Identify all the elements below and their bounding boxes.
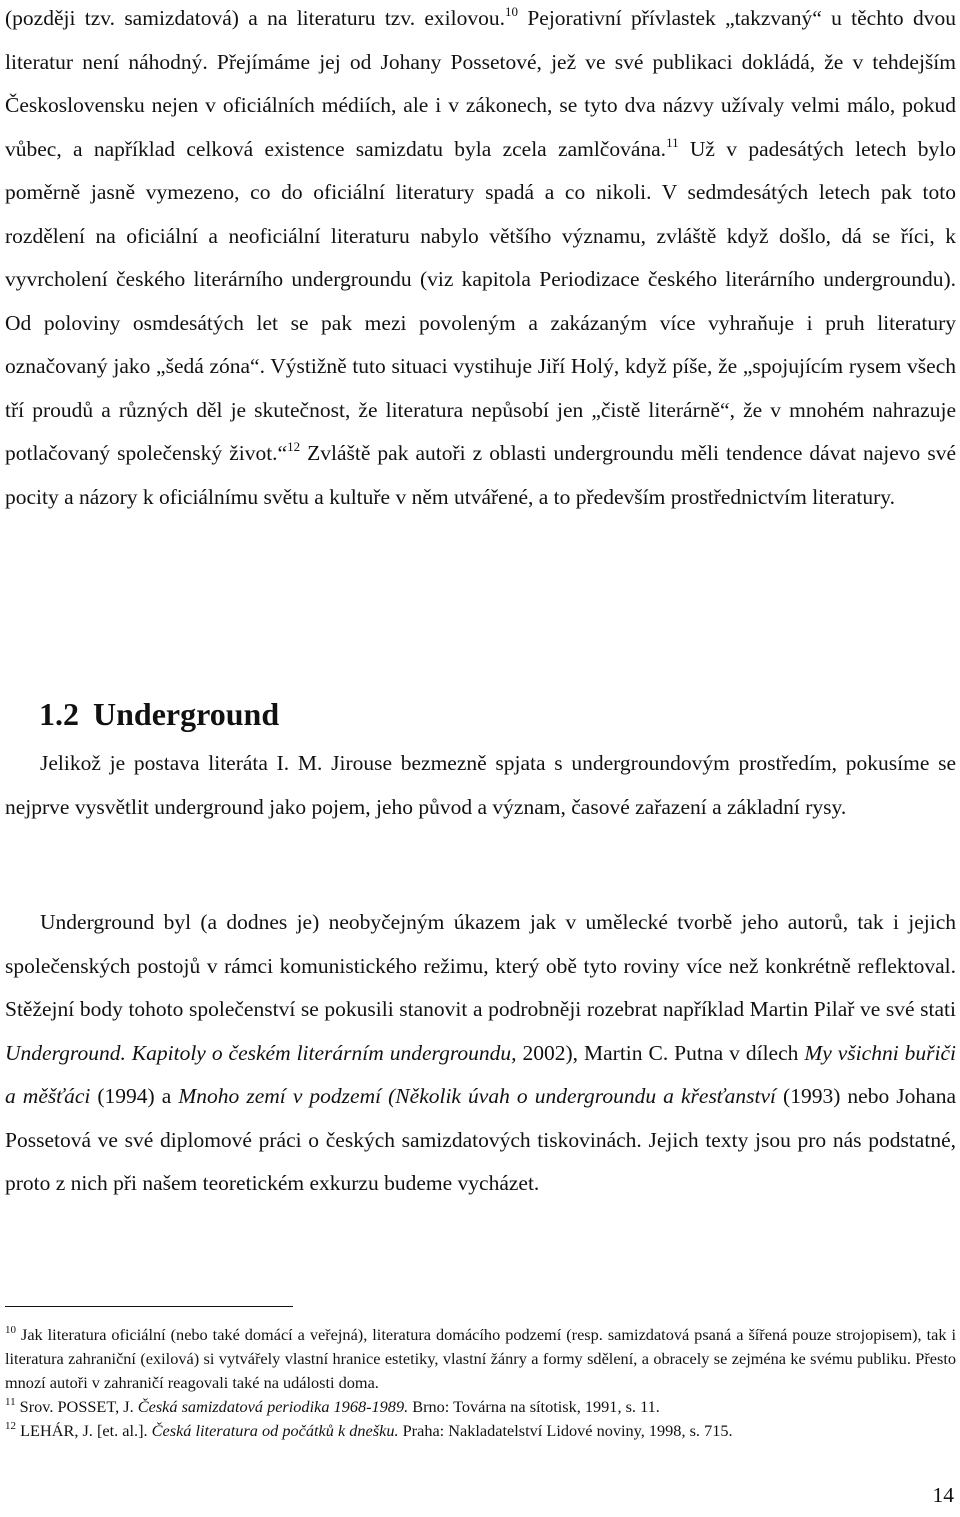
section-number: 1.2: [39, 696, 79, 732]
footnote-10: [5, 1323, 956, 1395]
paragraph-intro-text-4: Zvláště pak autoři z oblasti undergroundu měli tendence dávat najevo své pocity a názory k oficiálnímu světu a kultuře v něm utvářené, a to především prostřednictvím literatury.: [5, 441, 956, 509]
paragraph-intro: [5, 0, 956, 519]
footnote-work-title: Česká samizdatová periodika 1968-1989.: [137, 1397, 409, 1416]
footnote-ref-12[interactable]: 12: [287, 439, 301, 454]
paragraph-intro-text-2: Pejorativní přívlastek „takzvaný“ u těchto dvou literatur není náhodný. Přejímáme jej od Johany Possetové, jež ve své publikaci dokládá, že v tehdejším Československu nejen v oficiálních médiích, ale i v zákonech, se tyto dva názvy užívaly velmi málo, pokud vůbec, a například celková existence samizdatu byla zcela zamlčována.: [5, 6, 956, 161]
footnotes: [5, 1323, 956, 1443]
paragraph-sources-text-4: (1993) nebo Johana Possetová ve své diplomové práci o českých samizdatových tiskovinách. Jejich texty jsou pro nás podstatné, proto z nich při našem teoretickém exkurzu budeme vycházet.: [5, 1084, 956, 1195]
footnote-number: 12: [5, 1420, 16, 1432]
footnote-11: [5, 1395, 956, 1419]
work-title-putna-1: My všichni buřiči a měšťáci: [5, 1040, 956, 1108]
footnote-ref-11[interactable]: 11: [666, 134, 679, 150]
paragraph-intro-text-1: (později tzv. samizdatová) a na literaturu tzv. exilovou.: [5, 6, 505, 30]
footnote-text: Srov. POSSET, J.: [15, 1397, 138, 1416]
footnote-text: Praha: Nakladatelství Lidové noviny, 1998, s. 715.: [398, 1421, 733, 1440]
section-heading: [39, 694, 279, 734]
footnote-12: [5, 1419, 956, 1443]
footnote-number: 10: [5, 1324, 16, 1336]
work-title-pilar: Underground. Kapitoly o českém literárním undergroundu,: [5, 1040, 517, 1065]
footnote-number: 11: [5, 1396, 16, 1408]
page-number: 14: [932, 1483, 954, 1507]
section-title: Underground: [93, 696, 280, 732]
footnote-separator: [5, 1306, 293, 1307]
paragraph-intro-text-3: Už v padesátých letech bylo poměrně jasně vymezeno, co do oficiální literatury spadá a co nikoli. V sedmdesátých letech pak toto rozdělení na oficiální a neoficiální literaturu nabylo většího významu, zvláště když došlo, dá se říci, k vyvrcholení českého literárního undergroundu (viz kapitola Periodizace českého literárního undergroundu). Od poloviny osmdesátých let se pak mezi povoleným a zakázaným více vyhraňuje i pruh literatury označovaný jako „šedá zóna“. Výstižně tuto situaci vystihuje Jiří Holý, když píše, že „spojujícím rysem všech tří proudů a různých děl je skutečnost, že literatura nepůsobí jen „čistě literárně“, že v mnohém nahrazuje potlačovaný společenský život.“: [5, 136, 956, 465]
footnote-text: Jak literatura oficiální (nebo také domácí a veřejná), literatura domácího podzemí (resp. samizdatová psaná a šířená pouze strojopisem), tak i literatura zahraniční (exilová) si vytvářely vlastní hranice estetiky, vlastní žánry a formy sdělení, a obracely se zejména ke svému publiku. Přesto mnozí autoři v zahraničí reagovali také na události doma.: [5, 1325, 956, 1392]
paragraph-underground-sources: [5, 901, 956, 1206]
paragraph-sources-text-1: Underground byl (a dodnes je) neobyčejným úkazem jak v umělecké tvorbě jeho autorů, tak i jejich společenských postojů v rámci komunistického režimu, který obě tyto roviny více než konkrétně reflektoval. Stěžejní body tohoto společenství se pokusili stanovit a podrobněji rozebrat například Martin Pilař ve své stati: [5, 910, 956, 1021]
paragraph-underground-intro: Jelikož je postava literáta I. M. Jirouse bezmezně spjata s undergroundovým prostředím, pokusíme se nejprve vysvětlit underground jako pojem, jeho původ a význam, časové zařazení a základní rysy.: [5, 751, 956, 819]
footnote-ref-10[interactable]: 10: [505, 4, 518, 19]
paragraph-sources-text-3: (1994) a: [90, 1084, 179, 1108]
footnote-text: Brno: Továrna na sítotisk, 1991, s. 11.: [408, 1397, 660, 1416]
footnote-text: LEHÁR, J. [et. al.].: [16, 1421, 152, 1440]
work-title-putna-2: Mnoho zemí v podzemí (Několik úvah o undergroundu a křesťanství: [178, 1084, 776, 1108]
footnote-work-title: Česká literatura od počátků k dnešku.: [151, 1421, 399, 1440]
paragraph-sources-text-2: 2002), Martin C. Putna v dílech: [516, 1040, 805, 1065]
